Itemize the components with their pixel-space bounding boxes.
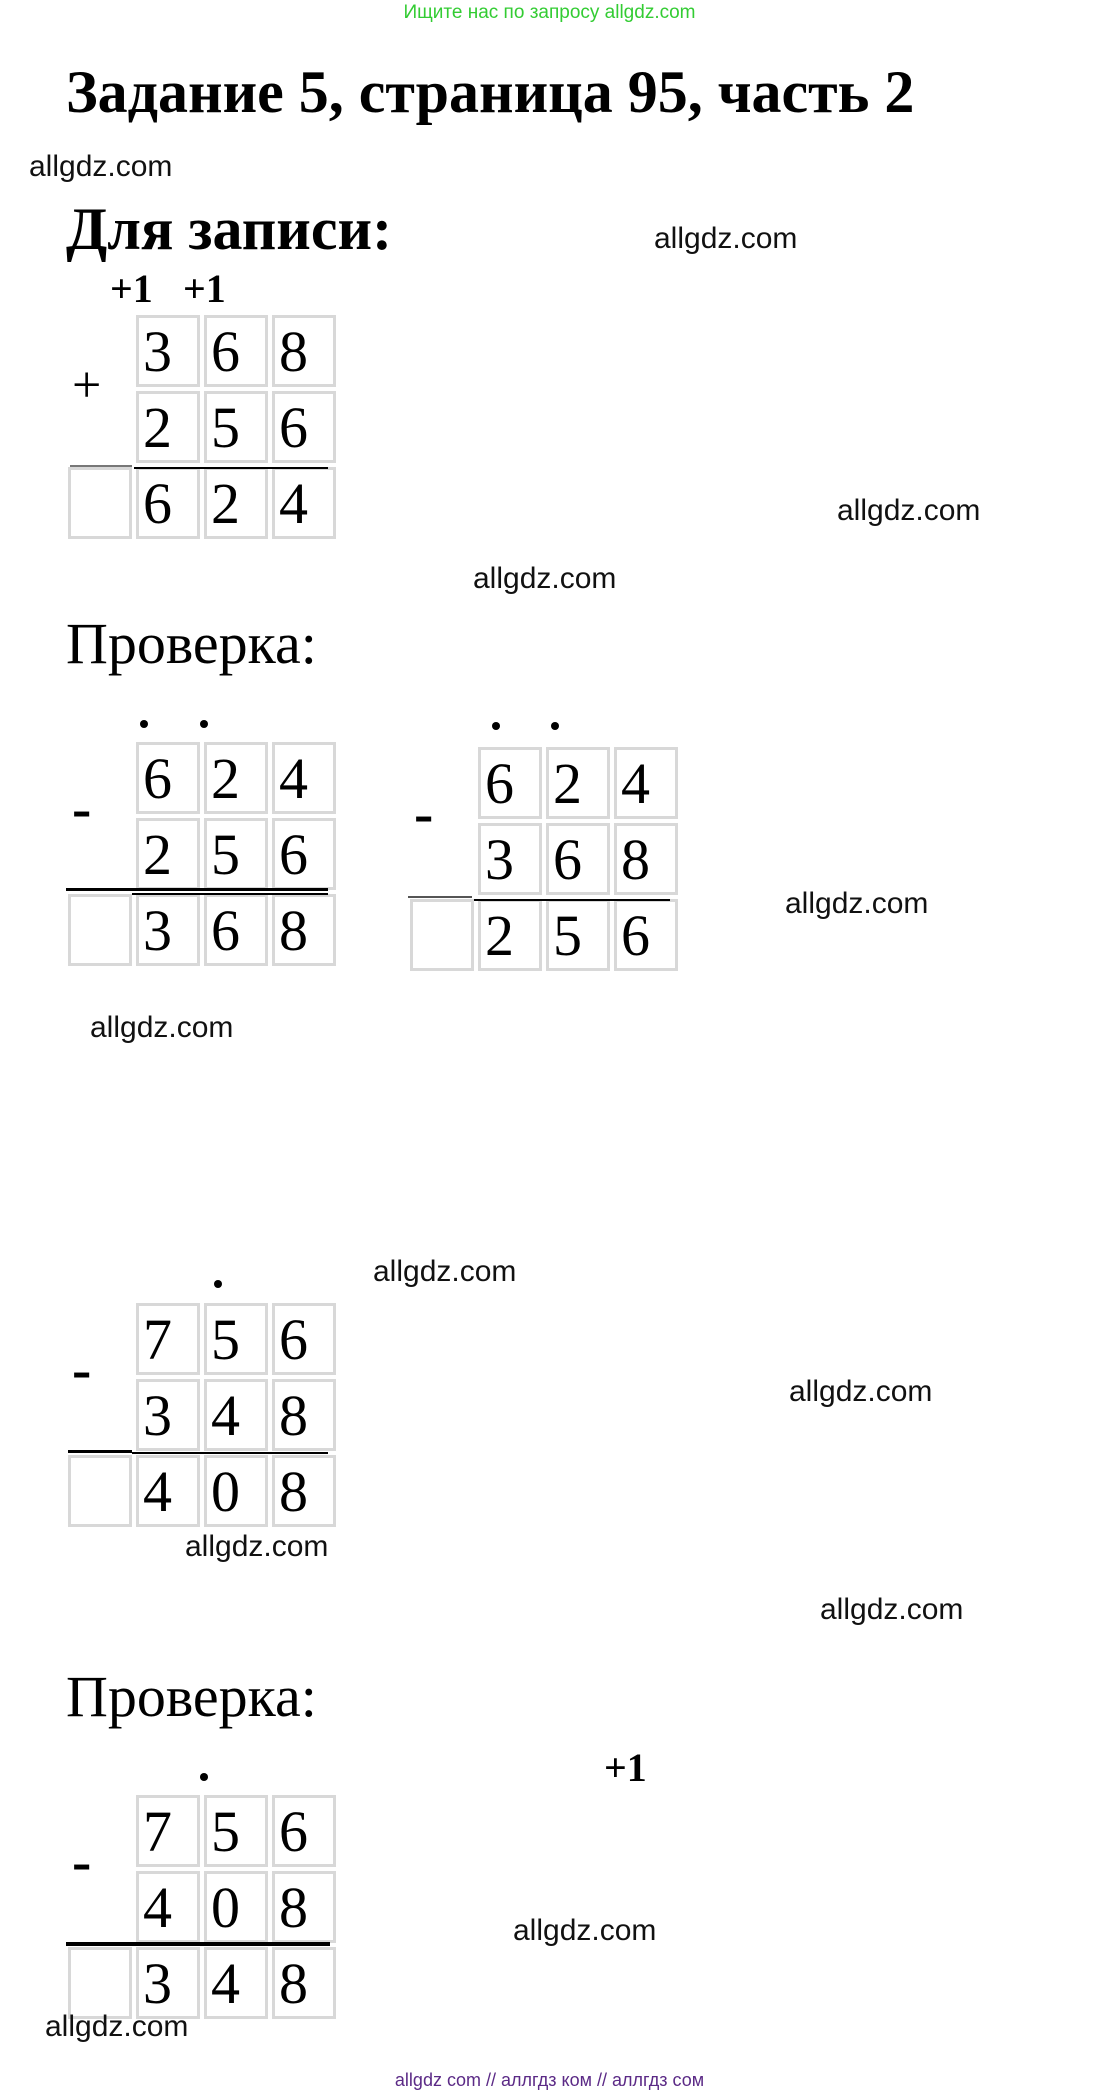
empty-cell bbox=[68, 467, 132, 539]
operator-cell bbox=[68, 1795, 132, 1943]
result-line bbox=[132, 893, 328, 895]
empty-cell bbox=[410, 899, 474, 971]
digit-cell: 6 bbox=[204, 315, 268, 387]
operator-cell bbox=[68, 1303, 132, 1451]
digit-cell: 4 bbox=[136, 1871, 200, 1943]
digit-cell: 2 bbox=[478, 899, 542, 971]
borrow-dot bbox=[492, 722, 500, 730]
check-heading: Проверка: bbox=[66, 611, 317, 676]
minus-sign: - bbox=[72, 776, 92, 841]
digit-cell: 8 bbox=[272, 315, 336, 387]
result-line bbox=[134, 467, 328, 469]
digit-cell: 6 bbox=[204, 894, 268, 966]
top-notice[interactable]: Ищите нас по запросу allgdz.com bbox=[403, 2, 696, 23]
digit-cell: 5 bbox=[204, 818, 268, 890]
record-heading: Для записи: bbox=[66, 196, 393, 262]
digit-cell: 2 bbox=[136, 391, 200, 463]
borrow-dot bbox=[214, 1280, 222, 1288]
borrow-dot bbox=[200, 720, 208, 728]
digit-cell: 8 bbox=[272, 1947, 336, 2019]
result-line bbox=[68, 1450, 132, 1453]
borrow-dot bbox=[551, 722, 559, 730]
watermark: allgdz.com bbox=[373, 1255, 517, 1288]
digit-cell: 3 bbox=[136, 1947, 200, 2019]
page-title: Задание 5, страница 95, часть 2 bbox=[66, 59, 915, 125]
borrow-dot bbox=[140, 720, 148, 728]
subtraction-column bbox=[68, 1303, 336, 1527]
carry-label: +1 bbox=[604, 1745, 647, 1790]
digit-cell: 6 bbox=[614, 899, 678, 971]
digit-cell: 6 bbox=[136, 742, 200, 814]
borrow-dot bbox=[200, 1773, 208, 1781]
digit-cell: 0 bbox=[204, 1871, 268, 1943]
digit-cell: 7 bbox=[136, 1303, 200, 1375]
result-line bbox=[132, 1452, 328, 1454]
result-line bbox=[408, 896, 472, 898]
digit-cell: 6 bbox=[272, 1795, 336, 1867]
watermark: allgdz.com bbox=[473, 562, 617, 595]
digit-cell: 8 bbox=[614, 823, 678, 895]
addition-column bbox=[68, 315, 336, 539]
footer-links[interactable]: allgdz com // аллгдз ком // аллгдз сом bbox=[394, 2070, 705, 2090]
watermark: allgdz.com bbox=[654, 222, 798, 255]
check-heading: Проверка: bbox=[66, 1664, 317, 1729]
digit-cell: 6 bbox=[478, 747, 542, 819]
result-line bbox=[474, 899, 670, 901]
digit-cell: 4 bbox=[204, 1379, 268, 1451]
watermark: allgdz.com bbox=[513, 1914, 657, 1947]
digit-cell: 4 bbox=[136, 1455, 200, 1527]
digit-cell: 3 bbox=[478, 823, 542, 895]
digit-cell: 0 bbox=[204, 1455, 268, 1527]
digit-cell: 2 bbox=[204, 742, 268, 814]
watermark: allgdz.com bbox=[45, 2010, 189, 2043]
operator-cell bbox=[68, 315, 132, 463]
digit-cell: 3 bbox=[136, 315, 200, 387]
digit-cell: 2 bbox=[136, 818, 200, 890]
empty-cell bbox=[68, 1947, 132, 2019]
minus-sign: - bbox=[72, 1829, 92, 1894]
digit-cell: 6 bbox=[272, 1303, 336, 1375]
operator-cell bbox=[410, 747, 474, 895]
digit-cell: 8 bbox=[272, 1871, 336, 1943]
empty-cell bbox=[68, 894, 132, 966]
check2-column bbox=[410, 747, 678, 971]
digit-cell: 5 bbox=[204, 1795, 268, 1867]
operator-cell bbox=[68, 742, 132, 890]
result-line bbox=[66, 888, 328, 891]
digit-cell: 4 bbox=[272, 467, 336, 539]
plus-sign: + bbox=[72, 357, 102, 414]
digit-cell: 6 bbox=[272, 818, 336, 890]
digit-cell: 4 bbox=[614, 747, 678, 819]
watermark: allgdz.com bbox=[785, 887, 929, 920]
digit-cell: 2 bbox=[204, 467, 268, 539]
digit-cell: 7 bbox=[136, 1795, 200, 1867]
digit-cell: 6 bbox=[136, 467, 200, 539]
digit-cell: 6 bbox=[272, 391, 336, 463]
result-line bbox=[70, 465, 132, 467]
digit-cell: 4 bbox=[272, 742, 336, 814]
watermark: allgdz.com bbox=[837, 494, 981, 527]
digit-cell: 5 bbox=[546, 899, 610, 971]
carry-label: +1 bbox=[110, 266, 153, 311]
digit-cell: 3 bbox=[136, 1379, 200, 1451]
digit-cell: 2 bbox=[546, 747, 610, 819]
digit-cell: 8 bbox=[272, 1455, 336, 1527]
check1-column bbox=[68, 742, 336, 966]
watermark: allgdz.com bbox=[29, 150, 173, 183]
watermark: allgdz.com bbox=[789, 1375, 933, 1408]
check3-column bbox=[68, 1795, 336, 2019]
digit-cell: 3 bbox=[136, 894, 200, 966]
carry-label: +1 bbox=[183, 266, 226, 311]
digit-cell: 5 bbox=[204, 1303, 268, 1375]
watermark: allgdz.com bbox=[185, 1530, 329, 1563]
digit-cell: 4 bbox=[204, 1947, 268, 2019]
digit-cell: 8 bbox=[272, 894, 336, 966]
digit-cell: 5 bbox=[204, 391, 268, 463]
minus-sign: - bbox=[72, 1337, 92, 1402]
minus-sign: - bbox=[414, 781, 434, 846]
result-line bbox=[66, 1942, 330, 1946]
empty-cell bbox=[68, 1455, 132, 1527]
watermark: allgdz.com bbox=[820, 1593, 964, 1626]
digit-cell: 6 bbox=[546, 823, 610, 895]
digit-cell: 8 bbox=[272, 1379, 336, 1451]
watermark: allgdz.com bbox=[90, 1011, 234, 1044]
